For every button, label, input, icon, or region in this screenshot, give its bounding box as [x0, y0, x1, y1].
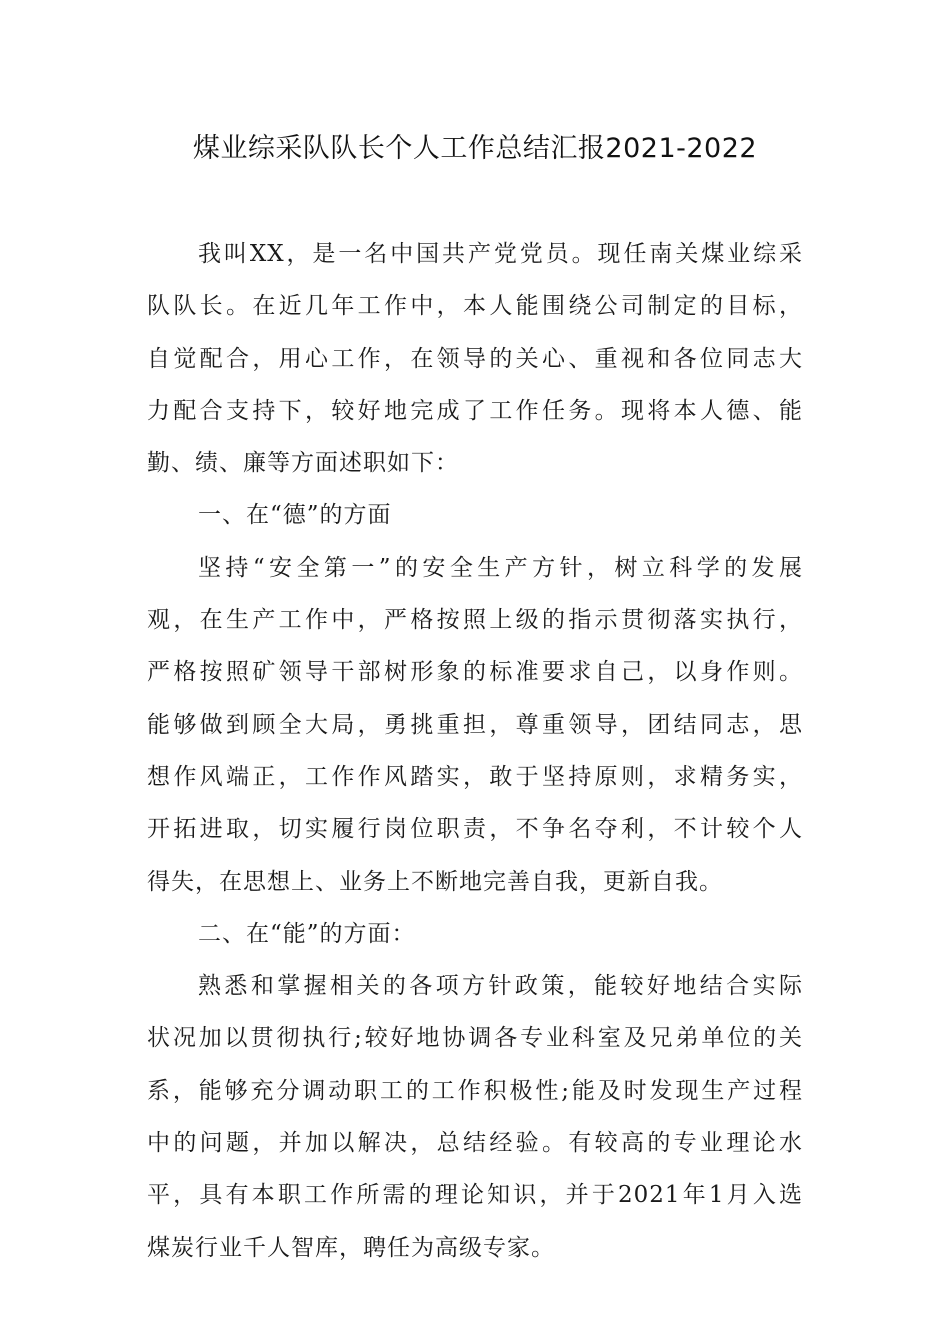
text-line: 状况加以贯彻执行;较好地协调各专业科室及兄弟单位的关 [147, 1025, 803, 1052]
text-line: 得失，在思想上、业务上不断地完善自我，更新自我。 [147, 868, 723, 895]
text-line: 力配合支持下，较好地完成了工作任务。现将本人德、能 [147, 397, 803, 424]
document-body [147, 228, 803, 1274]
text-line: 观，在生产工作中，严格按照上级的指示贯彻落实执行， [147, 607, 803, 634]
text-line: 开拓进取，切实履行岗位职责，不争名夺利，不计较个人 [147, 816, 803, 843]
text-line: 熟悉和掌握相关的各项方针政策，能较好地结合实际 [198, 973, 803, 1000]
text-line: 队队长。在近几年工作中，本人能围绕公司制定的目标， [147, 293, 803, 320]
text-line: 二、在“能”的方面： [198, 920, 416, 947]
text-line: 中的问题，并加以解决，总结经验。有较高的专业理论水 [147, 1130, 803, 1157]
text-line: 自觉配合，用心工作，在领导的关心、重视和各位同志大 [147, 345, 803, 372]
text-line: 严格按照矿领导干部树形象的标准要求自己，以身作则。 [147, 659, 803, 686]
text-line: 想作风端正，工作作风踏实，敢于坚持原则，求精务实， [147, 763, 803, 790]
text-line: 坚持“安全第一”的安全生产方针，树立科学的发展 [198, 554, 803, 581]
text-line: 一、在“德”的方面 [198, 502, 392, 529]
text-line: 系，能够充分调动职工的工作积极性;能及时发现生产过程 [147, 1077, 803, 1104]
text-line: 我叫XX，是一名中国共产党党员。现任南关煤业综采 [198, 241, 803, 267]
text-line: 平，具有本职工作所需的理论知识，并于2021年1月入选 [147, 1182, 803, 1209]
text-line: 勤、绩、廉等方面述职如下： [147, 450, 459, 477]
text-line: 能够做到顾全大局，勇挑重担，尊重领导，团结同志，思 [147, 711, 803, 738]
document-title: 煤业综采队队长个人工作总结汇报2021-2022 [192, 133, 758, 164]
text-line: 煤炭行业千人智库，聘任为高级专家。 [147, 1234, 555, 1261]
